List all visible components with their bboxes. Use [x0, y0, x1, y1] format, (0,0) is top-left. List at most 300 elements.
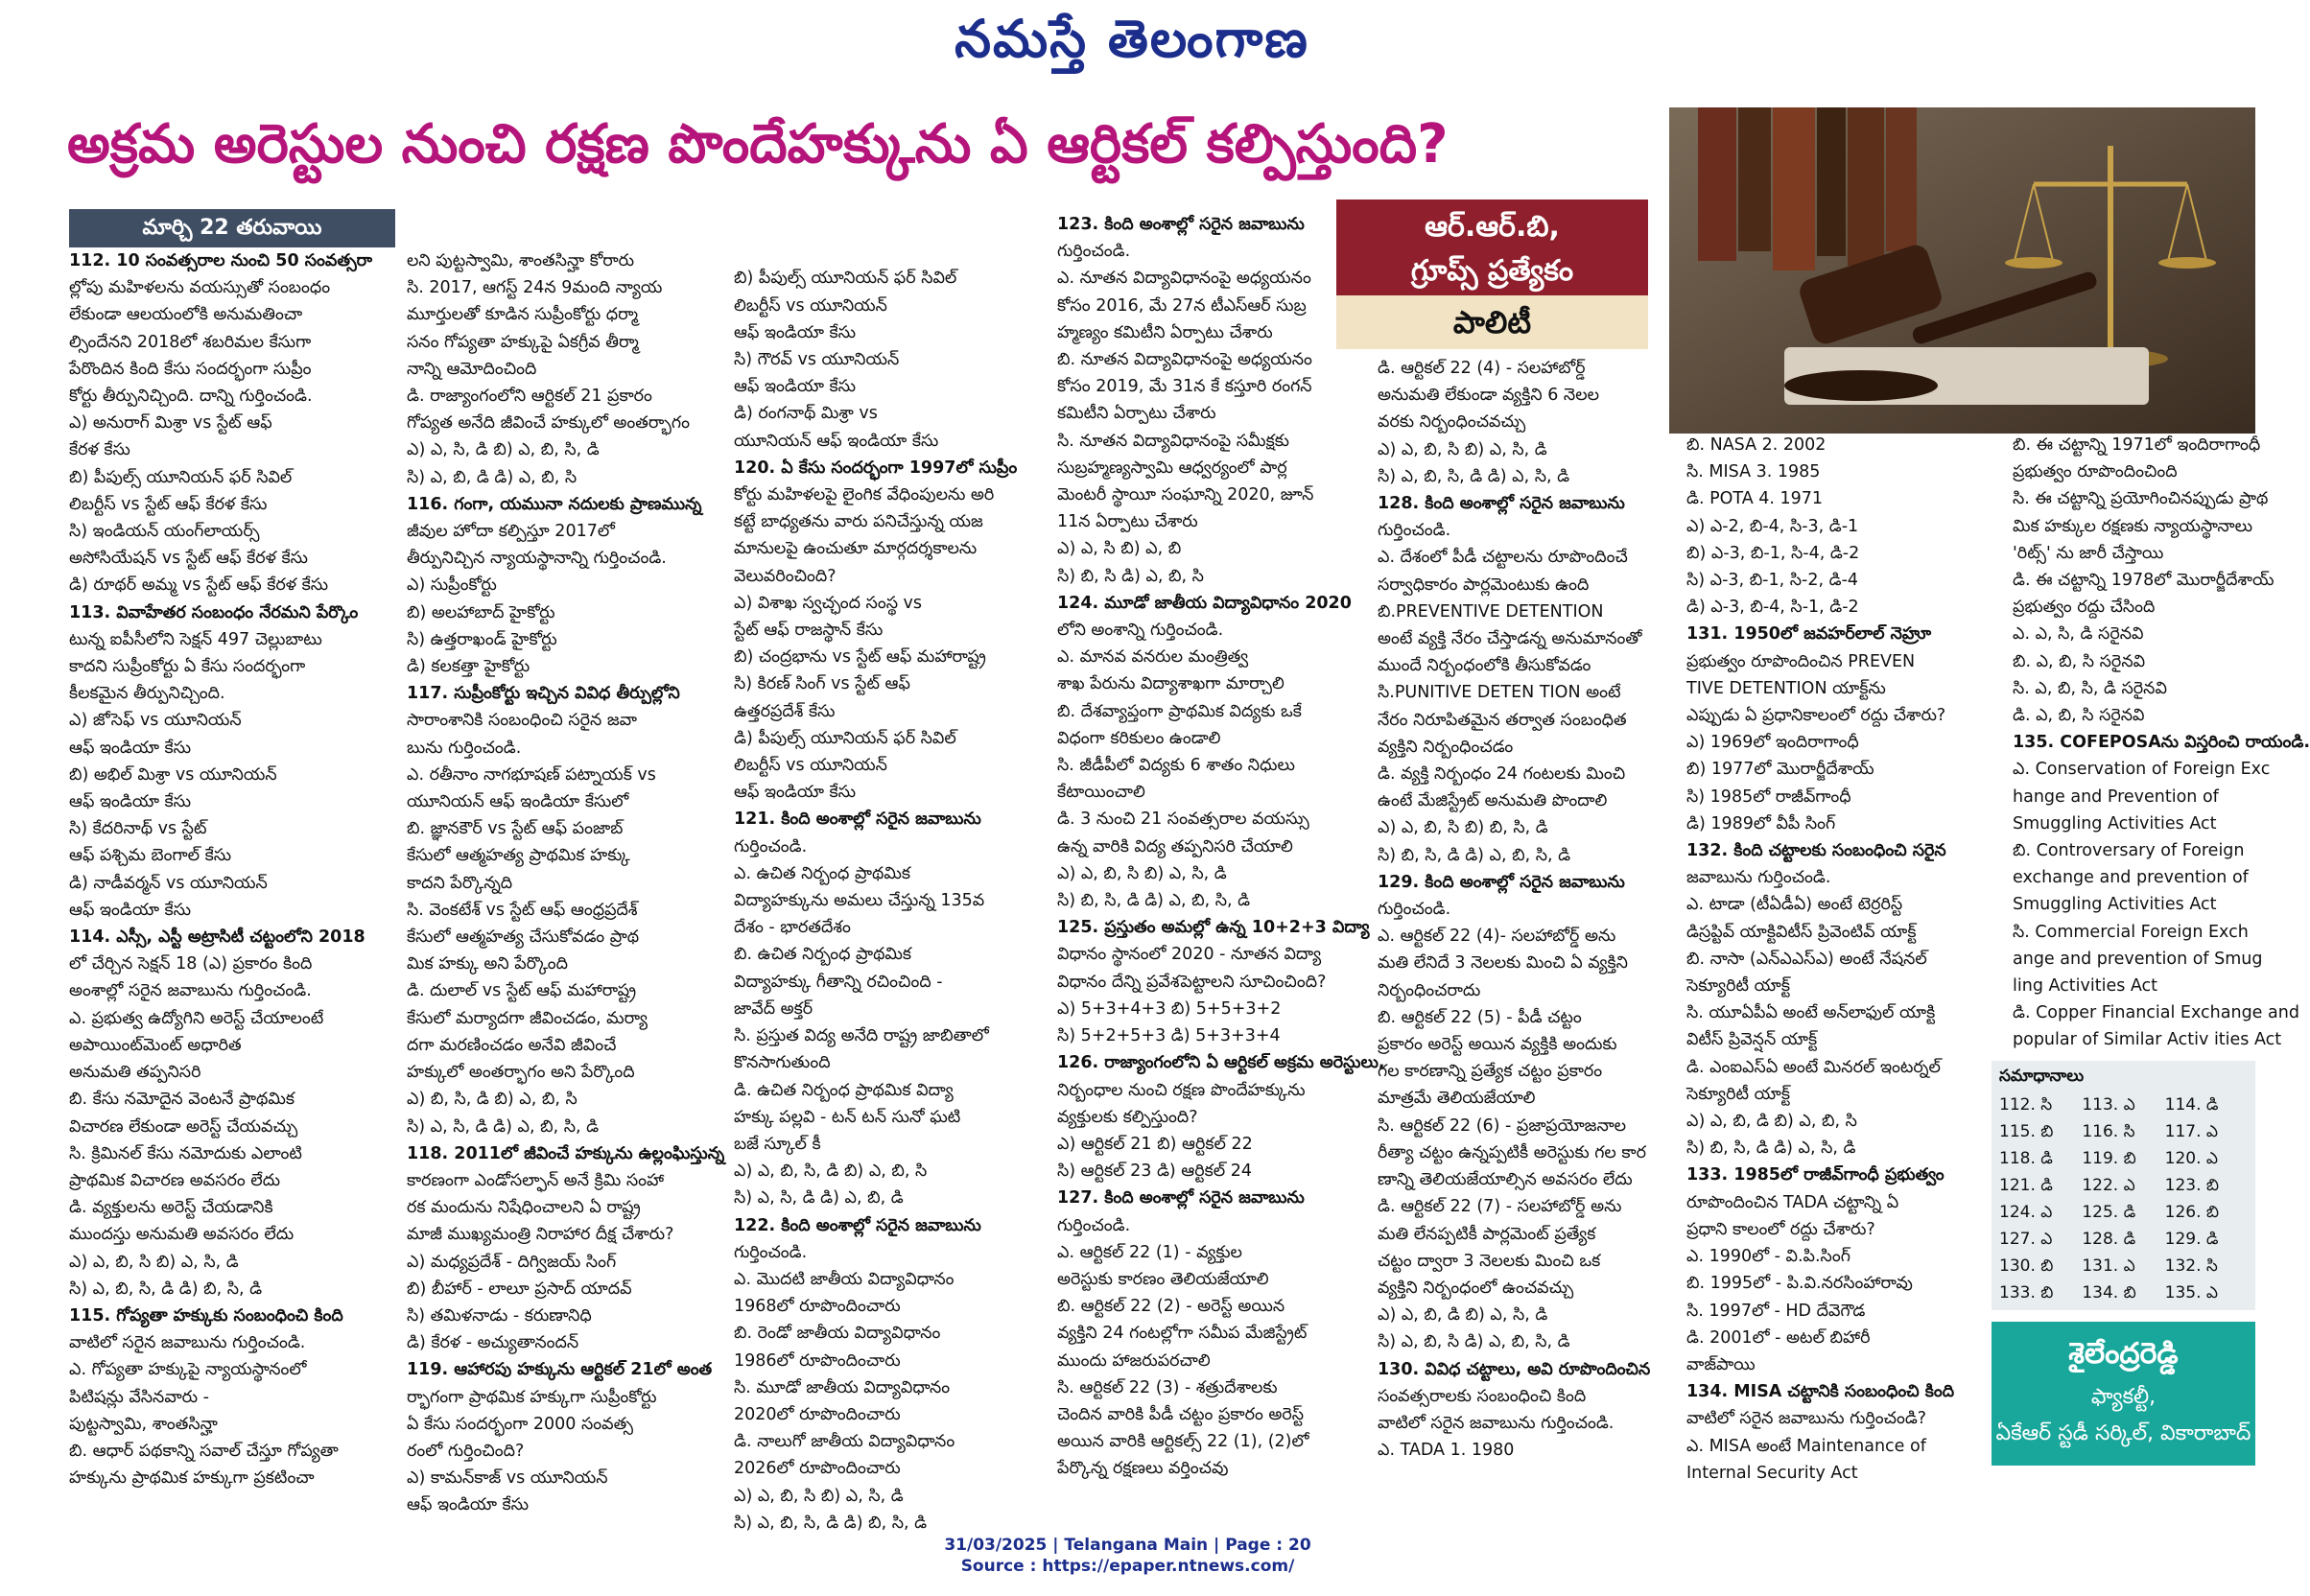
text-line: విటీస్ ప్రివెన్షన్ యాక్ట్: [1686, 1030, 1818, 1050]
answer-key-grid: [1992, 1095, 2255, 1306]
text-line: ముందే నిర్బంధంలోకి తీసుకోవడం: [1378, 656, 1591, 676]
text-line: 123. కింది అంశాల్లో సరైన జవాబును: [1057, 215, 1305, 234]
text-line: లిబర్టీస్ vs యూనియన్: [734, 295, 887, 316]
text-line: లేకుండా ఆలయంలోకి అనుమతించా: [69, 305, 303, 325]
text-line: డి. Copper Financial Exchange and: [2013, 1003, 2299, 1023]
text-line: ఎ. రతీనాం నాగభూషణ్ పట్నాయక్ vs: [407, 764, 656, 785]
text-line: బి. ఆర్టికల్ 22 (5) - పీడీ చట్టం: [1378, 1007, 1582, 1027]
text-line: డి. ఆర్టికల్ 22 (4) - సలహాబోర్డ్: [1378, 359, 1586, 378]
text-line: వ్యక్తిని నిర్బంధించడం: [1378, 737, 1514, 757]
text-line: 1986లో రూపొందించారు: [734, 1350, 901, 1371]
text-line: ణాన్ని తెలియజేయాల్సిన అవసరం లేదు: [1378, 1170, 1633, 1190]
text-line: ఎ) ఎ, సి, డి బి) ఎ, బి, సి, డి: [407, 440, 600, 460]
rrb-line-2: గ్రూప్స్ ప్రత్యేకం: [1410, 254, 1574, 288]
text-line: బి. ఆర్టికల్ 22 (2) - అరెస్ట్ అయిన: [1057, 1297, 1285, 1317]
masthead-logo: నమస్తే తెలంగాణ: [955, 8, 1309, 69]
text-line: వాజ్‌పాయి: [1686, 1354, 1756, 1374]
text-line: కేసులో మర్యాదగా జీవించడం, మర్యా: [407, 1008, 648, 1028]
text-line: లిబర్టీస్ vs స్టేట్ ఆఫ్ కేరళ కేసు: [69, 494, 268, 514]
text-line: ఎ) ఎ, బి, సి, డి బి) ఎ, బి, సి: [734, 1162, 928, 1182]
text-line: బి. ఆధార్ పథకాన్ని సవాల్ చేస్తూ గోప్యతా: [69, 1441, 339, 1461]
text-line: ఎ) అనురాగ్ మిశ్రా vs స్టేట్ ఆఫ్: [69, 413, 272, 434]
text-line: సర్వాధికారం పార్లమెంటుకు ఉంది: [1378, 575, 1590, 595]
text-line: 112. 10 సంవత్సరాల నుంచి 50 సంవత్సరా: [69, 251, 373, 270]
text-line: సి. ఈ చట్టాన్ని ప్రయోగించినప్పుడు ప్రాథ: [2013, 489, 2269, 509]
text-line: డి) ఎ-3, బి-4, సి-1, డి-2: [1686, 598, 1859, 618]
text-line: సి. మూడో జాతీయ విద్యావిధానం: [734, 1377, 951, 1397]
text-line: డి) కేరళ - అచ్యుతానందన్: [407, 1333, 579, 1353]
text-line: కమిటీని ఏర్పాటు చేశారు: [1057, 404, 1216, 424]
text-line: ఉన్న వారికి విద్య తప్పనిసరి చేయాలి: [1057, 836, 1293, 857]
text-line: hange and Prevention of: [2013, 786, 2219, 807]
text-line: సి) ఎ, సి, డి డి) ఎ, బి, సి, డి: [407, 1116, 600, 1137]
text-line: ల్లోపు మహిళలను వయస్సుతో సంబంధం: [69, 278, 331, 298]
text-line: శాఖ పేరును విద్యాశాఖగా మార్చాలి: [1057, 674, 1285, 694]
text-line: బి) చంద్రభాను vs స్టేట్ ఆఫ్ మహారాష్ట్ర: [734, 647, 986, 668]
text-line: 117. సుప్రీంకోర్టు ఇచ్చిన వివిధ తీర్పుల్లోని: [407, 684, 680, 704]
text-line: మతి లేనిదే 3 నెలలకు మించి ఏ వ్యక్తిని: [1378, 953, 1628, 974]
text-line: వాటిలో సరైన జవాబును గుర్తించండి.: [69, 1333, 306, 1353]
text-line: కోసం 2016, మే 27న టీఎస్‌ఆర్ సుబ్ర: [1057, 295, 1307, 316]
text-line: అయిన వారికి ఆర్టికల్స్ 22 (1), (2)లో: [1057, 1432, 1309, 1452]
text-line: కాదని సుప్రీంకోర్టు ఏ కేసు సందర్భంగా: [69, 657, 306, 677]
text-line: ఎ) మధ్యప్రదేశ్ - దిగ్విజయ్ సింగ్: [407, 1252, 617, 1272]
text-line: బి. రెండో జాతీయ విద్యావిధానం: [734, 1324, 941, 1344]
text-line: నేరం నిరూపితమైన తర్వాత సంబంధిత: [1378, 710, 1627, 730]
text-line: అనుమతి తప్పనిసరి: [69, 1063, 201, 1083]
text-line: బజే స్కూల్ కీ: [734, 1134, 821, 1154]
text-line: నిర్బంధాల నుంచి రక్షణ పొందేహక్కును: [1057, 1080, 1306, 1100]
text-line: ఎ. టాడా (టీఏడీఏ) అంటే టెర్రరిస్ట్: [1686, 895, 1903, 915]
answer-item: 122. ఎ: [2082, 1176, 2135, 1195]
text-line: ఆఫ్ ఇండియా కేసు: [69, 792, 192, 812]
answer-item: 132. సి: [2164, 1256, 2218, 1276]
text-line: 113. వివాహేతర సంబంధం నేరమని పేర్కొం: [69, 602, 359, 622]
answer-item: 123. బి: [2164, 1176, 2220, 1195]
text-line: యూనియన్ ఆఫ్ ఇండియా కేసు: [734, 431, 939, 451]
column-4: [1057, 211, 1385, 1483]
text-line: ఎ) ఎ, బి, సి బి) బి, సి, డి: [1378, 818, 1548, 838]
text-line: సి. Commercial Foreign Exch: [2013, 922, 2249, 942]
text-line: సి) ఎ, బి, సి, డి డి) బి, సి, డి: [734, 1513, 928, 1533]
answer-item: 112. సి: [1999, 1095, 2053, 1115]
footer-source: Source : https://epaper.ntnews.com/: [960, 1557, 1295, 1576]
answer-item: 115. బి: [1999, 1122, 2054, 1141]
text-line: డి. POTA 4. 1971: [1686, 489, 1824, 509]
text-line: అంశాల్లో సరైన జవాబును గుర్తించండి.: [69, 981, 312, 1001]
text-line: 1968లో రూపొందించారు: [734, 1297, 901, 1317]
text-line: గుర్తించండి.: [1057, 242, 1131, 262]
text-line: కాదని పేర్కొన్నది: [407, 873, 513, 893]
text-line: సి) ఎ, బి, సి, డి డి) బి, సి, డి: [69, 1279, 263, 1299]
text-line: ఎ. Conservation of Foreign Exc: [2013, 760, 2271, 780]
text-line: 129. కింది అంశాల్లో సరైన జవాబును: [1378, 872, 1625, 892]
text-line: సి. 2017, ఆగస్ట్ 24న 9మంది న్యాయ: [407, 278, 663, 298]
text-line: మానులపై ఉంచుతూ మార్గదర్శకాలను: [734, 539, 978, 559]
author-institution: ఏకేఆర్ స్టడీ సర్కిల్, వికారాబాద్: [1995, 1421, 2251, 1445]
text-line: హక్కును ప్రాథమిక హక్కుగా ప్రకటించా: [69, 1468, 315, 1489]
text-line: డి) రూథర్ అమ్మ vs స్టేట్ ఆఫ్ కేరళ కేసు: [69, 575, 329, 596]
text-line: గల కారణాన్ని ప్రత్యేక చట్టం ప్రకారం: [1378, 1062, 1603, 1082]
footer-date-page: 31/03/2025 | Telangana Main | Page : 20: [944, 1536, 1311, 1555]
text-line: ఆఫ్ ఇండియా కేసు: [69, 738, 192, 758]
text-line: రీత్యా చట్టం ఉన్నప్పటికీ అరెస్టుకు గల కార: [1378, 1142, 1646, 1162]
text-line: popular of Similar Activ ities Act: [2013, 1030, 2282, 1050]
text-line: ling Activities Act: [2013, 976, 2158, 997]
text-line: సనం గోప్యతా హక్కుపై ఏకగ్రీవ తీర్మా: [407, 332, 639, 352]
text-line: జావేద్ అక్తర్: [734, 998, 813, 1019]
text-line: మూర్తులతో కూడిన సుప్రీంకోర్టు ధర్మా: [407, 305, 638, 325]
text-line: సెక్యూరిటీ యాక్ట్: [1686, 976, 1790, 997]
text-line: సి. 1997లో - HD దేవెగౌడ: [1686, 1301, 1866, 1321]
text-line: 118. 2011లో జీవించే హక్కును ఉల్లంఘిస్తున్న: [407, 1143, 725, 1163]
section-label-polity: పాలిటీ: [1336, 295, 1648, 349]
text-line: సి) ఎ, బి, సి, డి డి) ఎ, సి, డి: [1378, 466, 1570, 486]
text-line: గోప్యత అనేది జీవించే హక్కులో అంతర్భాగం: [407, 413, 691, 434]
text-line: డి) 1989లో వీపీ సింగ్: [1686, 813, 1836, 833]
article-headline: అక్రమ అరెస్టుల నుంచి రక్షణ పొందేహక్కును ఏ ఆర్టికల్ కల్పిస్తుంది?: [67, 113, 1449, 176]
text-line: లని పుట్టస్వామి, శాంతసిన్హా కోరారు: [407, 251, 635, 270]
text-line: మెంటరీ స్థాయీ సంఘాన్ని 2020, జూన్: [1057, 485, 1314, 505]
text-line: డి. 3 నుంచి 21 సంవత్సరాల వయస్సు: [1057, 810, 1309, 830]
text-line: పిటిషన్లు వేసినవారు -: [69, 1387, 209, 1407]
text-line: బి. జ్ఞానకౌర్ vs స్టేట్ ఆఫ్ పంజాబ్: [407, 819, 624, 839]
answer-item: 129. డి: [2164, 1230, 2219, 1249]
text-line: బి. NASA 2. 2002: [1686, 435, 1827, 455]
text-line: ఎ. మానవ వనరుల మంత్రిత్వ: [1057, 647, 1249, 668]
text-line: కోసం 2019, మే 31న కే కస్తూరి రంగన్: [1057, 377, 1312, 397]
text-line: వ్యక్తిని నిర్బంధంలో ఉంచవచ్చు: [1378, 1278, 1574, 1298]
text-line: 133. 1985లో రాజీవ్‌గాంధీ ప్రభుత్వం: [1686, 1165, 1945, 1185]
text-line: 132. కింది చట్టాలకు సంబంధించి సరైన: [1686, 841, 1946, 861]
text-line: రూపొందించిన TADA చట్టాన్ని ఏ: [1686, 1192, 1899, 1212]
text-line: బును గుర్తించండి.: [407, 738, 522, 758]
text-line: Internal Security Act: [1686, 1463, 1858, 1483]
text-line: TIVE DETENTION యాక్ట్‌ను: [1686, 678, 1886, 698]
text-line: బి) పీపుల్స్ యూనియన్ ఫర్ సివిల్: [734, 269, 957, 289]
text-line: లో చేర్చిన సెక్షన్ 18 (ఎ) ప్రకారం కింది: [69, 954, 313, 974]
text-line: 'రిట్స్' ను జారీ చేస్తాయి: [2013, 543, 2164, 563]
text-line: గుర్తించండి.: [1057, 1215, 1131, 1235]
text-line: కేరళ కేసు: [69, 440, 130, 460]
text-line: ఏ కేసు సందర్భంగా 2000 సంవత్స: [407, 1414, 633, 1434]
text-line: అంటే వ్యక్తి నేరం చేస్తాడన్న అనుమానంతో: [1378, 629, 1642, 649]
gavel-scales-photo: [1669, 107, 2255, 434]
text-line: కొనసాగుతుంది: [734, 1053, 831, 1073]
text-line: ఎ) ఎ, బి, డి బి) ఎ, సి, డి: [1378, 1305, 1548, 1326]
text-line: సుబ్రహ్మణ్యస్వామి ఆధ్వర్యంలో పార్ల: [1057, 458, 1287, 478]
text-line: ఎప్పుడు ఏ ప్రధానికాలంలో రద్దు చేశారు?: [1686, 706, 1946, 726]
text-line: తీర్పునిచ్చిన న్యాయస్థానాన్ని గుర్తించండి.: [407, 549, 667, 569]
text-line: డి) రంగనాథ్ మిశ్రా vs: [734, 404, 878, 424]
text-line: ఎ) బి, సి, డి బి) ఎ, బి, సి: [407, 1090, 578, 1110]
text-line: 114. ఎస్సీ, ఎస్టీ అట్రాసిటీ చట్టంలోని 2018: [69, 927, 365, 948]
text-line: వ్యక్తులకు కల్పిస్తుంది?: [1057, 1107, 1198, 1127]
text-line: ఆఫ్ ఇండియా కేసు: [407, 1495, 530, 1515]
text-line: పుట్టస్వామి, శాంతసిన్హా: [69, 1414, 218, 1434]
text-line: ఆఫ్ పశ్చిమ బెంగాల్ కేసు: [69, 846, 232, 866]
text-line: గుర్తించండి.: [1378, 521, 1451, 541]
text-line: సి) ఎ, బి, డి డి) ఎ, బి, సి: [407, 467, 578, 487]
text-line: ముందు హాజరుపరచాలి: [1057, 1350, 1211, 1371]
text-line: 128. కింది అంశాల్లో సరైన జవాబును: [1378, 494, 1625, 514]
text-line: ఎ) జోసెఫ్ vs యూనియన్: [69, 711, 242, 731]
text-line: బి) అభిల్ మిశ్రా vs యూనియన్: [69, 764, 277, 785]
text-line: అసోసియేషన్ vs స్టేట్ ఆఫ్ కేరళ కేసు: [69, 549, 308, 569]
answer-item: 128. డి: [2082, 1230, 2136, 1249]
text-line: సి. క్రిమినల్ కేసు నమోదుకు ఎలాంటి: [69, 1143, 302, 1163]
text-line: ప్రాథమిక విచారణ అవసరం లేదు: [69, 1170, 281, 1190]
text-line: 134. MISA చట్టానికి సంబంధించి కింది: [1686, 1382, 1955, 1402]
text-line: యూనియన్ ఆఫ్ ఇండియా కేసులో: [407, 792, 629, 812]
text-line: మాజీ ముఖ్యమంత్రి నిరాహార దీక్ష చేశారు?: [407, 1225, 674, 1245]
text-line: ఎ. దేశంలో పీడీ చట్టాలను రూపొందించే: [1378, 548, 1628, 568]
answer-item: 118. డి: [1999, 1149, 2053, 1168]
text-line: ఎ) ఎ, బి, డి బి) ఎ, బి, సి: [1686, 1112, 1857, 1132]
text-line: డి. ఈ చట్టాన్ని 1978లో మొరార్జీదేశాయ్: [2013, 571, 2275, 591]
text-line: ఎ) కామన్‌కాజ్ vs యూనియన్: [407, 1468, 608, 1489]
text-line: ఎ) ఎ-2, బి-4, సి-3, డి-1: [1686, 516, 1859, 536]
date-tag: మార్చి 22 తరువాయి: [69, 209, 395, 247]
text-line: బి. కేసు నమోదైన వెంటనే ప్రాథమిక: [69, 1090, 295, 1110]
text-line: సి. ఆర్టికల్ 22 (3) - శత్రుదేశాలకు: [1057, 1377, 1278, 1397]
text-line: సారాంశానికి సంబంధించి సరైన జవా: [407, 711, 637, 731]
text-line: 2026లో రూపొందించారు: [734, 1459, 901, 1479]
text-line: డి. రాజ్యాంగంలోని ఆర్టికల్ 21 ప్రకారం: [407, 387, 652, 407]
answer-item: 125. డి: [2082, 1203, 2136, 1222]
text-line: సి) గౌరవ్ vs యూనియన్: [734, 350, 900, 370]
text-line: జీవుల హోదా కల్పిస్తూ 2017లో: [407, 522, 615, 542]
text-line: ఎ) 5+3+4+3 బి) 5+5+3+2: [1057, 998, 1282, 1019]
text-line: డి. 2001లో - అటల్ బిహారీ: [1686, 1327, 1871, 1348]
text-line: అపాయింట్‌మెంట్ అధారిత: [69, 1035, 242, 1055]
text-line: డి. వ్యక్తులను అరెస్ట్ చేయడానికి: [69, 1198, 273, 1218]
text-line: డిస్రప్టివ్ యాక్టివిటీస్ ప్రివెంటివ్ యాక్ట్: [1686, 922, 1917, 942]
text-line: నాన్ని ఆమోదించింది: [407, 359, 537, 379]
answer-item: 114. డి: [2164, 1095, 2219, 1115]
text-line: సి) 1985లో రాజీవ్‌గాంధీ: [1686, 786, 1851, 807]
text-line: హక్కులో అంతర్భాగం అని పేర్కొంది: [407, 1063, 635, 1083]
text-line: ange and prevention of Smug: [2013, 949, 2263, 969]
text-line: డి) నాడీవర్మన్ vs యూనియన్: [69, 873, 268, 893]
text-line: లిబర్టీస్ vs యూనియన్: [734, 756, 887, 776]
text-line: ఆఫ్ ఇండియా కేసు: [69, 900, 192, 920]
text-line: సి) బి, సి, డి డి) ఎ, బి, సి, డి: [1378, 845, 1571, 865]
gavel-scales-illustration: [1669, 107, 2255, 434]
text-line: Smuggling Activities Act: [2013, 813, 2217, 833]
text-line: Smuggling Activities Act: [2013, 895, 2217, 915]
text-line: ఎ) ఆర్టికల్ 21 బి) ఆర్టికల్ 22: [1057, 1134, 1253, 1154]
text-line: వ్యక్తిని 24 గంటల్లోగా సమీప మేజిస్ట్రేట్: [1057, 1324, 1308, 1344]
text-line: సి) ఇండియన్ యంగ్‌లాయర్స్: [69, 522, 260, 542]
answer-item: 121. డి: [1999, 1176, 2053, 1195]
text-line: 121. కింది అంశాల్లో సరైన జవాబును: [734, 810, 981, 830]
text-line: హ్మణ్యం కమిటీని ఏర్పాటు చేశారు: [1057, 322, 1273, 342]
text-line: విద్యాహక్కు గీతాన్ని రచించింది -: [734, 972, 943, 992]
text-line: డి. ఉచిత నిర్బంధ ప్రాథమిక విద్యా: [734, 1080, 954, 1100]
text-line: స్టేట్ ఆఫ్ రాజస్థాన్ కేసు: [734, 621, 884, 641]
text-line: సి.PUNITIVE DETEN TION అంటే: [1378, 683, 1621, 703]
text-line: 120. ఏ కేసు సందర్భంగా 1997లో సుప్రీం: [734, 458, 1018, 478]
column-1: [69, 247, 400, 1491]
text-line: ఎ) ఎ, బి, సి బి) ఎ, సి, డి: [1057, 863, 1227, 883]
text-line: వాటిలో సరైన జవాబును గుర్తించండి?: [1686, 1409, 1927, 1429]
column-5: [1378, 355, 1656, 1464]
text-line: గుర్తించండి.: [1378, 900, 1451, 920]
text-line: డి) కలకత్తా హైకోర్టు: [407, 657, 530, 677]
text-line: 119. ఆహారపు హక్కును ఆర్టికల్ 21లో అంత: [407, 1360, 713, 1380]
text-line: దేశం - భారతదేశం: [734, 918, 851, 938]
answer-item: 124. ఎ: [1999, 1203, 2053, 1222]
text-line: 11న ఏర్పాటు చేశారు: [1057, 512, 1198, 532]
text-line: 131. 1950లో జవహర్‌లాల్ నెహ్రూ: [1686, 624, 1932, 645]
text-line: మిక హక్కు అని పేర్కొంది: [407, 954, 568, 974]
text-line: దగా మరణించడం అనేవి జీవించే: [407, 1035, 617, 1055]
answer-key-title: సమాధానాలు: [1999, 1067, 2085, 1086]
text-line: రక మందును నిషేధించాలని ఏ రాష్ట్ర: [407, 1198, 641, 1218]
text-line: సి. ప్రస్తుత విద్య అనేది రాష్ట్ర జాబితాలో: [734, 1026, 989, 1046]
text-line: సి) కిరణ్ సింగ్ vs స్టేట్ ఆఫ్: [734, 674, 910, 694]
page-footer: [0, 1535, 2255, 1577]
text-line: ఎ. ప్రభుత్వ ఉద్యోగిని అరెస్ట్ చేయాలంటే: [69, 1008, 324, 1028]
text-line: ఎ. ఆర్టికల్ 22 (4)- సలహాబోర్డ్ అను: [1378, 927, 1616, 947]
text-line: గుర్తించండి.: [734, 1242, 808, 1262]
text-line: 122. కింది అంశాల్లో సరైన జవాబును: [734, 1215, 981, 1235]
text-line: డి. ఎ, బి, సి సరైనవి: [2013, 706, 2145, 726]
text-line: కీలకమైన తీర్పునిచ్చింది.: [69, 684, 225, 704]
text-line: డి. దులాల్ vs స్టేట్ ఆఫ్ మహారాష్ట్ర: [407, 981, 637, 1001]
text-line: గుర్తించండి.: [734, 836, 808, 857]
text-line: మతి లేనప్పటికీ పార్లమెంట్ ప్రత్యేక: [1378, 1224, 1596, 1244]
text-line: రంలో గుర్తించింది?: [407, 1441, 525, 1461]
text-line: డి. నాలుగో జాతీయ విద్యావిధానం: [734, 1432, 955, 1452]
text-line: సి. ఆర్టికల్ 22 (6) - ప్రజాప్రయోజనాల: [1378, 1115, 1627, 1136]
text-line: సి) బి, సి డి) ఎ, బి, సి: [1057, 566, 1204, 586]
text-line: 130. వివిధ చట్టాలు, అవి రూపొందించిన: [1378, 1359, 1651, 1379]
text-line: ఎ. TADA 1. 1980: [1378, 1441, 1515, 1461]
text-line: ప్రధాని కాలంలో రద్దు చేశారు?: [1686, 1219, 1875, 1239]
answer-item: 126. బి: [2164, 1203, 2220, 1222]
rrb-line-1: ఆర్.ఆర్.బి,: [1425, 210, 1560, 244]
text-line: టున్న ఐపీసీలోని సెక్షన్ 497 చెల్లుబాటు: [69, 629, 322, 649]
text-line: ఎ) ఎ, బి, సి బి) ఎ, సి, డి: [69, 1252, 239, 1272]
text-line: ఎ) ఎ, బి, సి బి) ఎ, సి, డి: [1378, 439, 1547, 459]
text-line: బి. నూతన విద్యావిధానంపై అధ్యయనం: [1057, 350, 1312, 370]
text-line: కోర్టు మహిళలపై లైంగిక వేధింపులను అరి: [734, 485, 995, 505]
text-line: 125. ప్రస్తుతం అమల్లో ఉన్న 10+2+3 విద్యా: [1057, 918, 1370, 938]
text-line: ఉత్తరప్రదేశ్ కేసు: [734, 701, 836, 721]
text-line: సి) తమిళనాడు - కరుణానిధి: [407, 1305, 592, 1326]
text-line: కేసులో ఆత్మహత్య ప్రాథమిక హక్కు: [407, 846, 630, 866]
text-line: ఎ) విశాఖ స్వచ్ఛంద సంస్థ vs: [734, 593, 923, 613]
text-line: సెక్యూరిటీ యాక్ట్: [1686, 1084, 1790, 1104]
text-line: హక్కు పల్లవి - టన్ టన్ సునో ఘటి: [734, 1107, 961, 1127]
text-line: 124. మూడో జాతీయ విద్యావిధానం 2020: [1057, 593, 1352, 613]
answer-item: 116. సి: [2082, 1122, 2135, 1141]
text-line: 116. గంగా, యమునా నదులకు ప్రాణమున్న: [407, 494, 702, 514]
text-line: 127. కింది అంశాల్లో సరైన జవాబును: [1057, 1188, 1305, 1209]
text-line: సి) ఎ, బి, సి డి) ఎ, బి, సి, డి: [1378, 1332, 1570, 1352]
text-line: ఎ. 1990లో - వి.పి.సింగ్: [1686, 1247, 1850, 1267]
text-line: పేర్కొన్న రక్షణలు వర్తించవు: [1057, 1459, 1229, 1479]
text-line: లోని అంశాన్ని గుర్తించండి.: [1057, 621, 1224, 641]
text-line: విధానం స్థానంలో 2020 - నూతన విద్యా: [1057, 945, 1322, 965]
text-line: సి. యూఏపీఏ అంటే అన్‌లాఫుల్ యాక్టి: [1686, 1003, 1936, 1023]
text-line: బి) బీహార్ - లాలూ ప్రసాద్ యాదవ్: [407, 1279, 632, 1299]
text-line: బి. ఎ, బి, సి సరైనవి: [2013, 651, 2146, 671]
text-line: ఎ. ఉచిత నిర్బంధ ప్రాథమిక: [734, 863, 911, 883]
text-line: సి. నూతన విద్యావిధానంపై సమీక్షకు: [1057, 431, 1289, 451]
text-line: నిర్బంధించరాదు: [1378, 980, 1481, 1000]
text-line: ప్రభుత్వం రూపొందించిన PREVEN: [1686, 651, 1916, 671]
text-line: డి. ఆర్టికల్ 22 (7) - సలహాబోర్డ్ అను: [1378, 1197, 1622, 1217]
text-line: ప్రభుత్వం రద్దు చేసింది: [2013, 598, 2156, 618]
text-line: ఎ) సుప్రీంకోర్టు: [407, 575, 497, 596]
text-line: ఎ) ఎ, బి, సి బి) ఎ, సి, డి: [734, 1486, 904, 1506]
text-line: 2020లో రూపొందించారు: [734, 1404, 901, 1424]
text-line: బి) ఎ-3, బి-1, సి-4, డి-2: [1686, 543, 1860, 563]
text-line: ఆఫ్ ఇండియా కేసు: [734, 377, 857, 397]
text-line: సి) 5+2+5+3 డి) 5+3+3+4: [1057, 1026, 1281, 1046]
text-line: వాటిలో సరైన జవాబును గుర్తించండి.: [1378, 1413, 1615, 1433]
answer-item: 134. బి: [2082, 1283, 2136, 1303]
answer-item: 119. బి: [2082, 1149, 2136, 1168]
answer-item: 113. ఎ: [2082, 1095, 2135, 1115]
text-line: బి. దేశవ్యాప్తంగా ప్రాథమిక విద్యకు ఒకే: [1057, 701, 1302, 721]
text-line: మిక హక్కుల రక్షణకు న్యాయస్థానాలు: [2013, 516, 2253, 536]
text-line: విధంగా కరికులం ఉండాలి: [1057, 728, 1221, 748]
text-line: ఎ. ఆర్టికల్ 22 (1) - వ్యక్తుల: [1057, 1242, 1242, 1262]
answer-item: 117. ఎ: [2164, 1122, 2218, 1141]
answer-item: 131. ఎ: [2082, 1256, 2135, 1276]
answer-item: 133. బి: [1999, 1283, 2054, 1303]
text-line: కేటాయించాలి: [1057, 783, 1145, 803]
text-line: ప్రకారం అరెస్ట్ అయిన వ్యక్తికి అందుకు: [1378, 1035, 1617, 1055]
text-line: సి. ఎ, బి, సి, డి సరైనవి: [2013, 678, 2167, 698]
text-line: సి. MISA 3. 1985: [1686, 462, 1821, 482]
text-line: సంవత్సరాలకు సంబంధించి కింది: [1378, 1386, 1587, 1406]
text-line: బి. ఈ చట్టాన్ని 1971లో ఇందిరాగాంధీ: [2013, 435, 2261, 455]
text-line: సి) ఎ, సి, డి డి) ఎ, బి, డి: [734, 1188, 904, 1209]
text-line: ప్రభుత్వం రూపొందించింది: [2013, 462, 2178, 482]
column-3: [734, 211, 1060, 1537]
text-line: డి. వ్యక్తి నిర్బంధం 24 గంటలకు మించి: [1378, 764, 1626, 785]
text-line: ర్భాగంగా ప్రాథమిక హక్కుగా సుప్రీంకోర్టు: [407, 1387, 657, 1407]
text-line: ల్సిందేనని 2018లో శబరిమల కేసుగా: [69, 332, 312, 352]
text-line: exchange and prevention of: [2013, 868, 2249, 888]
author-role: ఫ్యాకల్టీ,: [2090, 1385, 2157, 1409]
text-line: బి. Controversary of Foreign: [2013, 841, 2245, 861]
text-line: ఎ. MISA అంటే Maintenance of: [1686, 1436, 1926, 1456]
text-line: ఆఫ్ ఇండియా కేసు: [734, 322, 857, 342]
text-line: డి. ఎంఐఎస్ఏ అంటే మినరల్ ఇంటర్నల్: [1686, 1057, 1941, 1077]
text-line: బి. ఉచిత నిర్బంధ ప్రాథమిక: [734, 945, 912, 965]
author-box: [1992, 1322, 2255, 1466]
text-line: కట్టే బాధ్యతను వారు పనిచేస్తున్న యజ: [734, 512, 983, 532]
text-line: కోర్టు తీర్పునిచ్చింది. దాన్ని గుర్తించండి.: [69, 387, 313, 407]
text-line: బి. 1995లో - పి.వి.నరసింహారావు: [1686, 1274, 1913, 1294]
text-line: జవాబును గుర్తించండి.: [1686, 868, 1831, 888]
text-line: డి) పీపుల్స్ యూనియన్ ఫర్ సివిల్: [734, 728, 956, 748]
text-line: అనుమతి లేకుండా వ్యక్తిని 6 నెలల: [1378, 386, 1600, 406]
text-line: సి) బి, సి, డి డి) ఎ, బి, సి, డి: [1057, 891, 1251, 911]
text-line: కేసులో ఆత్మహత్య చేసుకోవడం ప్రాథ: [407, 927, 640, 948]
text-line: ఎ) ఎ, సి బి) ఎ, బి: [1057, 539, 1182, 559]
text-line: సి) ఉత్తరాఖండ్ హైకోర్టు: [407, 629, 557, 649]
text-line: ఆఫ్ ఇండియా కేసు: [734, 783, 857, 803]
text-line: బి. నాసా (ఎన్ఎఎస్ఎ) అంటే నేషనల్: [1686, 949, 1927, 969]
rrb-groups-banner: [1336, 200, 1648, 301]
